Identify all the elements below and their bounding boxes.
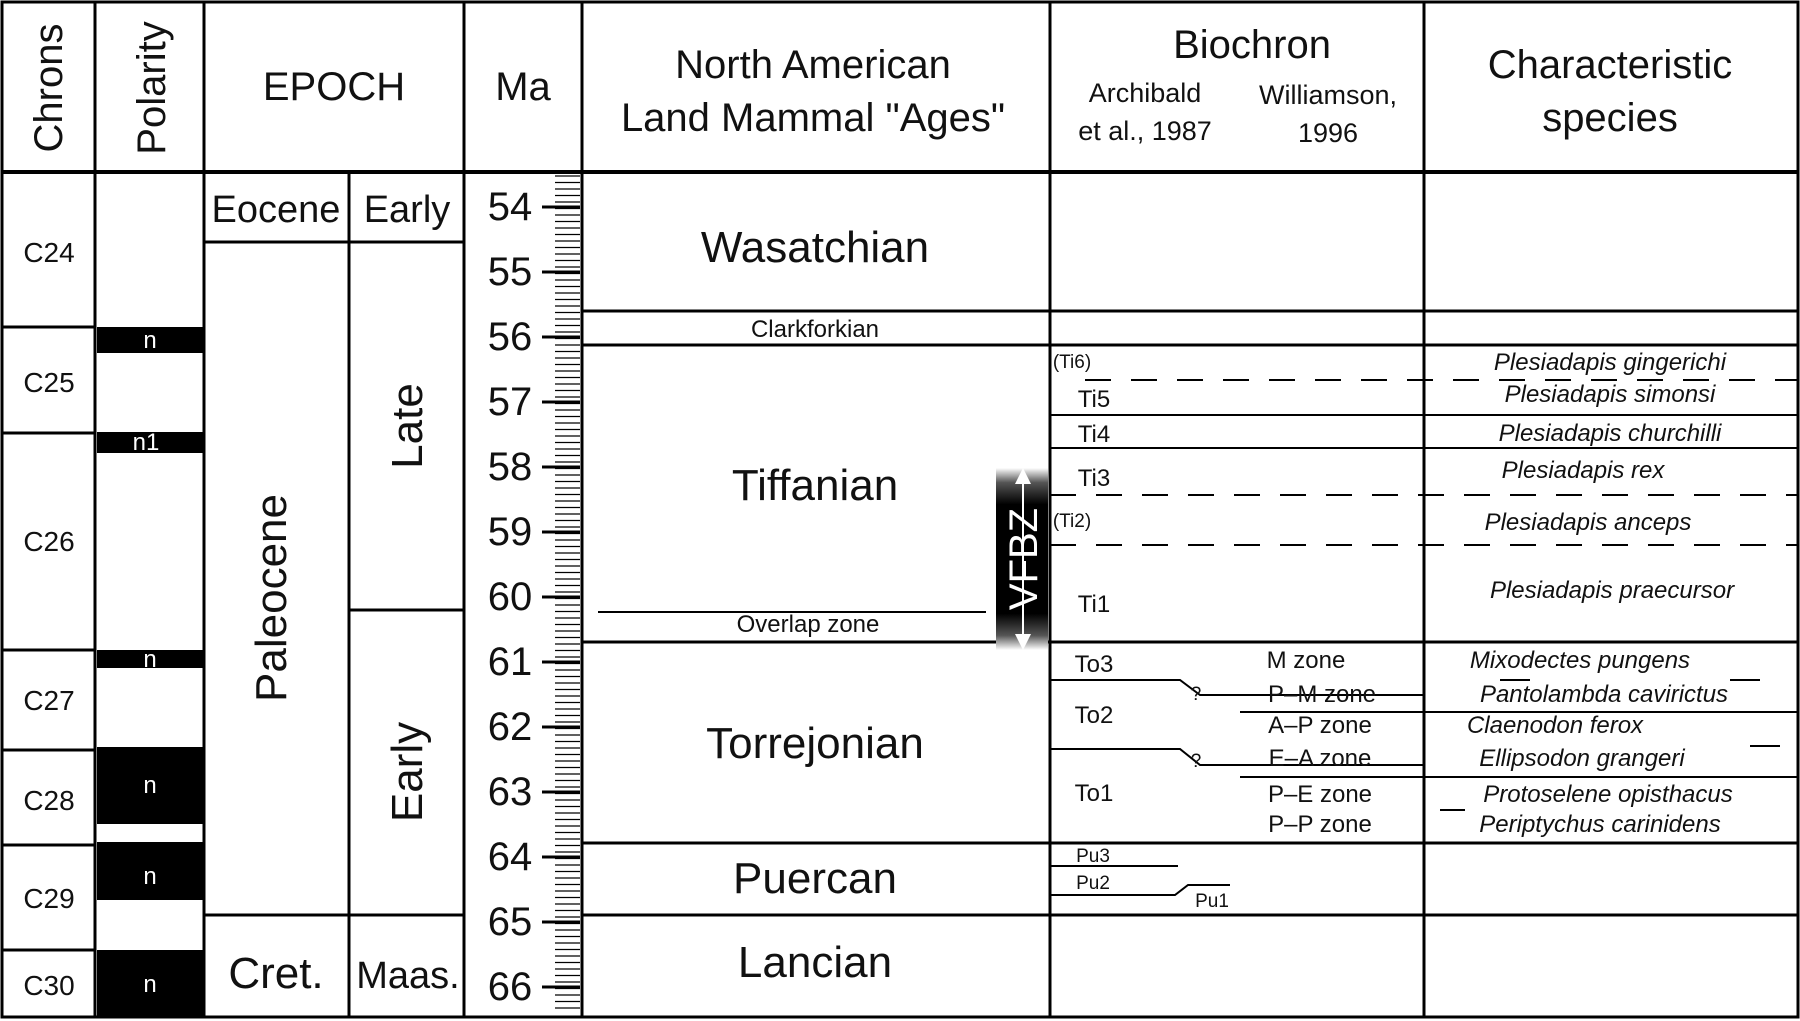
species-gingerichi: Plesiadapis gingerichi [1493, 349, 1727, 376]
zone-to1: To1 [1074, 780, 1114, 807]
nalma-clarkforkian: Clarkforkian [750, 316, 880, 343]
ma-label: 63 [487, 770, 533, 814]
nalma-torrejonian: Torrejonian [706, 719, 924, 768]
species-mixodectes: Mixodectes pungens [1469, 647, 1691, 674]
ma-label: 58 [487, 445, 533, 489]
zone-p-e: P–E zone [1267, 781, 1373, 808]
species-churchilli: Plesiadapis churchilli [1498, 420, 1722, 447]
polarity-label-c25n: n [143, 327, 157, 354]
ma-label: 59 [487, 510, 533, 554]
ma-label: 54 [487, 185, 533, 229]
polarity-label-c29n: n [143, 863, 157, 890]
ma-label: 57 [487, 380, 533, 424]
zone-ti4: Ti4 [1077, 421, 1111, 448]
epoch-early-eocene: Early [363, 189, 451, 231]
chron-c24: C24 [23, 237, 75, 268]
species-rex: Plesiadapis rex [1501, 457, 1665, 484]
ma-label: 60 [487, 575, 533, 619]
polarity-label-c28n: n [143, 772, 157, 799]
zone-ti6: (Ti6) [1052, 352, 1092, 373]
chron-c28: C28 [23, 785, 75, 816]
header-polarity: Polarity [130, 21, 174, 155]
epoch-maastrichtian: Maas. [356, 955, 460, 997]
epoch-paleocene: Paleocene [247, 494, 296, 702]
chron-c26: C26 [23, 526, 75, 557]
zone-ti3: Ti3 [1077, 465, 1111, 492]
nalma-wasatchian: Wasatchian [700, 223, 930, 272]
zone-pu3: Pu3 [1076, 846, 1110, 867]
zone-to2: To2 [1074, 702, 1114, 729]
epoch-cretaceous: Cret. [228, 949, 324, 998]
species-anceps: Plesiadapis anceps [1484, 509, 1692, 536]
chron-c29: C29 [23, 883, 75, 914]
zone-p-m: P–M zone [1267, 681, 1377, 708]
header-nalma-line1: North American [675, 43, 951, 87]
zone-m: M zone [1266, 647, 1346, 674]
header-ma: Ma [495, 65, 551, 109]
zone-a-p: A–P zone [1268, 712, 1372, 739]
zone-ti2: (Ti2) [1052, 511, 1092, 532]
nalma-tiffanian: Tiffanian [731, 461, 899, 510]
ma-tick-marks [542, 176, 580, 1008]
species-pantolambda: Pantolambda cavirictus [1479, 681, 1729, 708]
species-protoselene: Protoselene opisthacus [1483, 781, 1733, 808]
chron-c30: C30 [23, 970, 75, 1001]
epoch-eocene: Eocene [211, 189, 341, 231]
nalma-puercan: Puercan [733, 854, 897, 903]
chron-c25: C25 [23, 367, 75, 398]
chron-c27: C27 [23, 685, 75, 716]
zone-pu1: Pu1 [1195, 891, 1229, 912]
zone-to3: To3 [1074, 651, 1114, 678]
ma-label: 56 [487, 315, 533, 359]
zone-e-a: E–A zone [1268, 745, 1372, 772]
species-periptychus: Periptychus carinidens [1479, 811, 1721, 838]
header-chrons: Chrons [27, 23, 71, 153]
header-biochron: Biochron [1173, 23, 1331, 67]
ma-label: 61 [487, 640, 533, 684]
zone-ti1: Ti1 [1077, 591, 1111, 618]
zone-query-2: ? [1190, 751, 1202, 772]
species-simonsi: Plesiadapis simonsi [1504, 381, 1716, 408]
header-species-line2: species [1542, 96, 1678, 140]
header-archibald-line2: et al., 1987 [1078, 116, 1212, 146]
nalma-overlap-zone: Overlap zone [736, 611, 880, 638]
header-epoch: EPOCH [262, 65, 406, 109]
species-claenodon: Claenodon ferox [1466, 712, 1644, 739]
epoch-late: Late [383, 383, 432, 469]
header-nalma-line2: Land Mammal "Ages" [620, 96, 1006, 140]
header-species-line1: Characteristic [1487, 43, 1733, 87]
zone-query-1: ? [1190, 684, 1202, 705]
zone-pu2: Pu2 [1076, 873, 1110, 894]
ma-label: 66 [487, 965, 533, 1009]
species-ellipsodon: Ellipsodon grangeri [1479, 745, 1685, 772]
zone-ti5: Ti5 [1077, 386, 1111, 413]
header-archibald-line1: Archibald [1088, 78, 1202, 108]
ma-label: 64 [487, 835, 533, 879]
nalma-lancian: Lancian [737, 938, 893, 987]
zone-p-p: P–P zone [1268, 811, 1372, 838]
vfbz-label: VFBZ [1002, 507, 1046, 611]
polarity-label-c27n: n [143, 646, 157, 673]
ma-tick-labels [488, 185, 533, 1009]
ma-label: 62 [487, 705, 533, 749]
species-praecursor: Plesiadapis praecursor [1489, 577, 1735, 604]
polarity-label-c30n: n [143, 971, 157, 998]
header-williamson-line1: Williamson, [1258, 80, 1398, 110]
epoch-early-paleocene: Early [383, 721, 432, 823]
header-williamson-line2: 1996 [1297, 118, 1359, 148]
ma-label: 55 [487, 250, 533, 294]
polarity-label-c26n1: n1 [132, 429, 160, 456]
ma-label: 65 [487, 900, 533, 944]
